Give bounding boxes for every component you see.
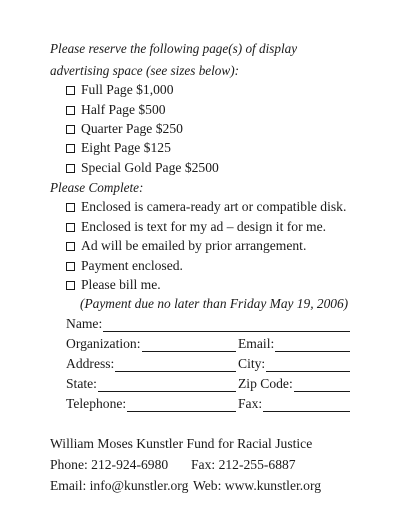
option-half-page[interactable] <box>66 102 166 118</box>
footer-email: Email: info@kunstler.org <box>50 478 189 493</box>
checkbox-icon[interactable] <box>66 223 75 232</box>
option-eighth-page[interactable] <box>66 140 171 156</box>
address-input-line[interactable] <box>115 359 236 372</box>
option-label: Payment enclosed. <box>81 258 183 273</box>
complete-heading: Please Complete: <box>50 180 144 195</box>
checkbox-icon[interactable] <box>66 164 75 173</box>
checkbox-icon[interactable] <box>66 242 75 251</box>
zip-code-label: Zip Code: <box>238 376 293 391</box>
option-label: Half Page $500 <box>81 102 166 117</box>
email-input-line[interactable] <box>275 339 350 352</box>
option-label: Special Gold Page $2500 <box>81 160 219 175</box>
email-field[interactable] <box>238 336 350 352</box>
footer-phone: Phone: 212-924-6980 <box>50 457 169 472</box>
checkbox-icon[interactable] <box>66 125 75 134</box>
option-bill-me[interactable] <box>66 277 161 293</box>
footer-org-name: William Moses Kunstler Fund for Racial Justice <box>50 436 313 451</box>
city-field[interactable] <box>238 356 350 372</box>
city-input-line[interactable] <box>266 359 350 372</box>
state-input-line[interactable] <box>98 379 236 392</box>
state-label: State: <box>66 376 97 391</box>
checkbox-icon[interactable] <box>66 86 75 95</box>
option-quarter-page[interactable] <box>66 121 183 137</box>
footer-fax: Fax: 212-255-6887 <box>191 457 296 472</box>
telephone-input-line[interactable] <box>127 399 236 412</box>
organization-label: Organization: <box>66 336 141 351</box>
option-emailed[interactable] <box>66 238 306 254</box>
address-label: Address: <box>66 356 115 371</box>
telephone-label: Telephone: <box>66 396 127 411</box>
option-label: Please bill me. <box>81 277 161 292</box>
option-special-gold-page[interactable] <box>66 160 219 176</box>
payment-note: (Payment due no later than Friday May 19, 2006) <box>80 296 349 311</box>
checkbox-icon[interactable] <box>66 262 75 271</box>
option-label: Eight Page $125 <box>81 140 171 155</box>
checkbox-icon[interactable] <box>66 106 75 115</box>
name-field[interactable] <box>66 316 350 332</box>
city-label: City: <box>238 356 266 371</box>
option-label: Enclosed is text for my ad – design it for me. <box>81 219 327 234</box>
option-label: Full Page $1,000 <box>81 82 174 97</box>
intro-line-1: Please reserve the following page(s) of display <box>50 41 298 56</box>
intro-line-2: advertising space (see sizes below): <box>50 63 239 78</box>
email-label: Email: <box>238 336 275 351</box>
checkbox-icon[interactable] <box>66 144 75 153</box>
fax-label: Fax: <box>238 396 263 411</box>
option-full-page[interactable] <box>66 82 174 98</box>
option-label: Ad will be emailed by prior arrangement. <box>81 238 307 253</box>
fax-field[interactable] <box>238 396 350 412</box>
option-label: Quarter Page $250 <box>81 121 183 136</box>
organization-field[interactable] <box>66 336 236 352</box>
state-field[interactable] <box>66 376 236 392</box>
name-input-line[interactable] <box>103 319 350 332</box>
zip-code-field[interactable] <box>238 376 350 392</box>
footer-web: Web: www.kunstler.org <box>193 478 322 493</box>
fax-input-line[interactable] <box>263 399 350 412</box>
address-field[interactable] <box>66 356 236 372</box>
option-payment-enclosed[interactable] <box>66 258 183 274</box>
checkbox-icon[interactable] <box>66 203 75 212</box>
name-label: Name: <box>66 316 103 331</box>
option-text-for-ad[interactable] <box>66 219 326 235</box>
telephone-field[interactable] <box>66 396 236 412</box>
organization-input-line[interactable] <box>142 339 237 352</box>
checkbox-icon[interactable] <box>66 281 75 290</box>
option-label: Enclosed is camera-ready art or compatible disk. <box>81 199 347 214</box>
option-camera-ready-art[interactable] <box>66 199 346 215</box>
zip-code-input-line[interactable] <box>294 379 350 392</box>
